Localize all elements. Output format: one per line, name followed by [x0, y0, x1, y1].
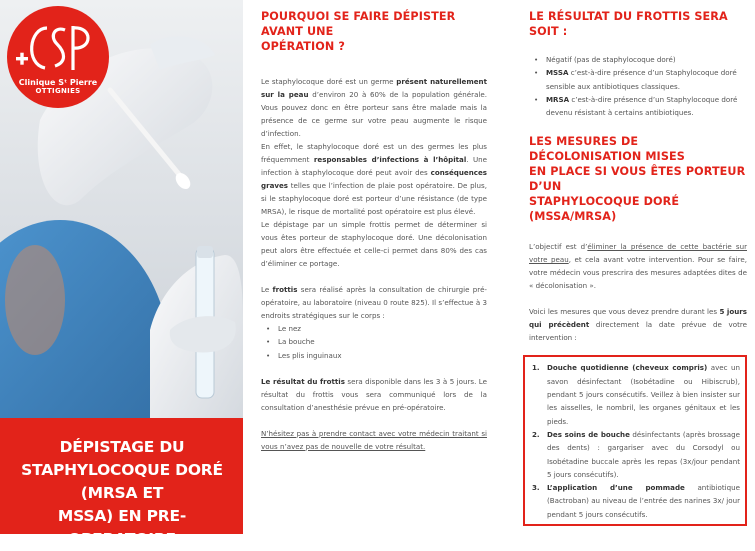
paragraph-contact: N’hésitez pas à prendre contact avec votre médecin traitant si vous n’avez pas de nouvelle de votre résultat. [261, 428, 487, 451]
list-item: • MRSA c’est-à-dire présence d’un Staphylocoque doré devenu résistant à certains antibiotiques. [529, 93, 747, 120]
paragraph-result: Le résultat du frottis sera disponible dans les 3 à 5 jours. Le résultat du frottis vous sera communiqué lors de la consultation d’anesthésie prévue en pré-opératoire. [261, 376, 487, 412]
list-item: • Le nez [261, 322, 487, 335]
clinic-city: OTTIGNIES [35, 87, 81, 95]
list-item: • Les plis inguinaux [261, 349, 487, 362]
paragraph-objective: L’objectif est d’éliminer la présence de cette bactérie sur votre peau, et cela avant votre intervention. Pour se faire, votre médecin vous prescrira des mesures adaptées dites de « décolonisation ». [529, 242, 747, 291]
result-options-list [529, 53, 747, 119]
paragraph-screening: Le dépistage par un simple frottis permet de déterminer si vous êtes porteur de staphylocoque doré. Une décolonisation peut alors être effectuée et celle-ci permet dans 80% des cas d’éliminer ce portage. [261, 220, 487, 268]
cover-panel [0, 0, 243, 548]
paragraph-swab: Le frottis sera réalisé après la consultation de chirurgie pré-opératoire, au laboratoire (niveau 0 route 825). Il s’effectue à 3 endroits stratégiques sur le corps : [261, 285, 487, 320]
heading-line: STAPHYLOCOQUE DORÉ (MSSA/MRSA) [529, 195, 680, 224]
heading-line: LES MESURES DE DÉCOLONISATION MISES [529, 135, 685, 164]
result-heading: LE RÉSULTAT DU FROTTIS SERA SOIT : [529, 10, 728, 38]
middle-column [243, 0, 505, 534]
right-column [505, 0, 755, 534]
list-item: • MSSA c’est-à-dire présence d’un Staphylocoque doré sensible aux antibiotiques classiques. [529, 66, 747, 93]
title-line: MSSA) EN PRE-OPERATOIRE [57, 507, 187, 548]
decolonisation-heading [529, 134, 747, 224]
heading-line: OPÉRATION ? [261, 40, 345, 53]
measures-list [531, 361, 740, 521]
paragraph-measures-intro: Voici les mesures que vous devez prendre durant les 5 jours qui précèdent directement la date prévue de votre intervention : [529, 307, 748, 343]
list-item: 3. L’application d’une pommade antibiotique (Bactroban) au niveau de l’entrée des narines 3x/ jour pendant 5 jours consécutifs. [532, 483, 740, 519]
heading-line: EN PLACE SI VOUS ÊTES PORTEUR D’UN [529, 165, 746, 194]
paragraph-intro: Le staphylocoque doré est un germe présent naturellement sur la peau d’environ 20 à 60% de la population générale. Vous pouvez donc en être porteur sans être malade mais la présence de ce germe sur votre peau augmente le risque d’infection. [261, 77, 488, 138]
brochure-title [6, 436, 238, 551]
clinic-name: Clinique Sᵗ Pierre [18, 78, 98, 87]
list-item: • Négatif (pas de staphylocoque doré) [529, 53, 747, 66]
paragraph-risk: En effet, le staphylocoque doré est un des germes les plus fréquemment responsables d’infections à l’hôpital. Une infection à staphylocoque doré peut avoir des conséquences graves telles que l’infection de plaie post opératoire. De plus, si le staphylocoque doré est porteur d’une résistance (de type MRSA), le risque de mortalité post opératoire est plus élevé. [261, 142, 488, 216]
measures-box [523, 355, 747, 526]
list-item: 1. Douche quotidienne (cheveux compris) avec un savon désinfectant (Isobétadine ou Hibiscrub), pendant 5 jours consécutifs. Veillez à bien insister sur les aisselles, le nombril, les organes génitaux et les pieds. [532, 363, 741, 426]
swab-sites-list [261, 322, 487, 362]
title-line: DÉPISTAGE DU [59, 438, 185, 456]
heading-line: POURQUOI SE FAIRE DÉPISTER AVANT UNE [261, 10, 456, 38]
title-line: STAPHYLOCOQUE DORÉ (MRSA ET [21, 461, 223, 502]
clinic-logo [7, 6, 109, 108]
why-screening-heading [261, 9, 487, 54]
list-item: • La bouche [261, 335, 487, 348]
list-item: 2. Des soins de bouche désinfectants (après brossage des dents) : gargariser avec du Corsodyl ou Isobétadine buccale après les repas (3x/jour pendant 5 jours consécutifs). [532, 429, 740, 479]
